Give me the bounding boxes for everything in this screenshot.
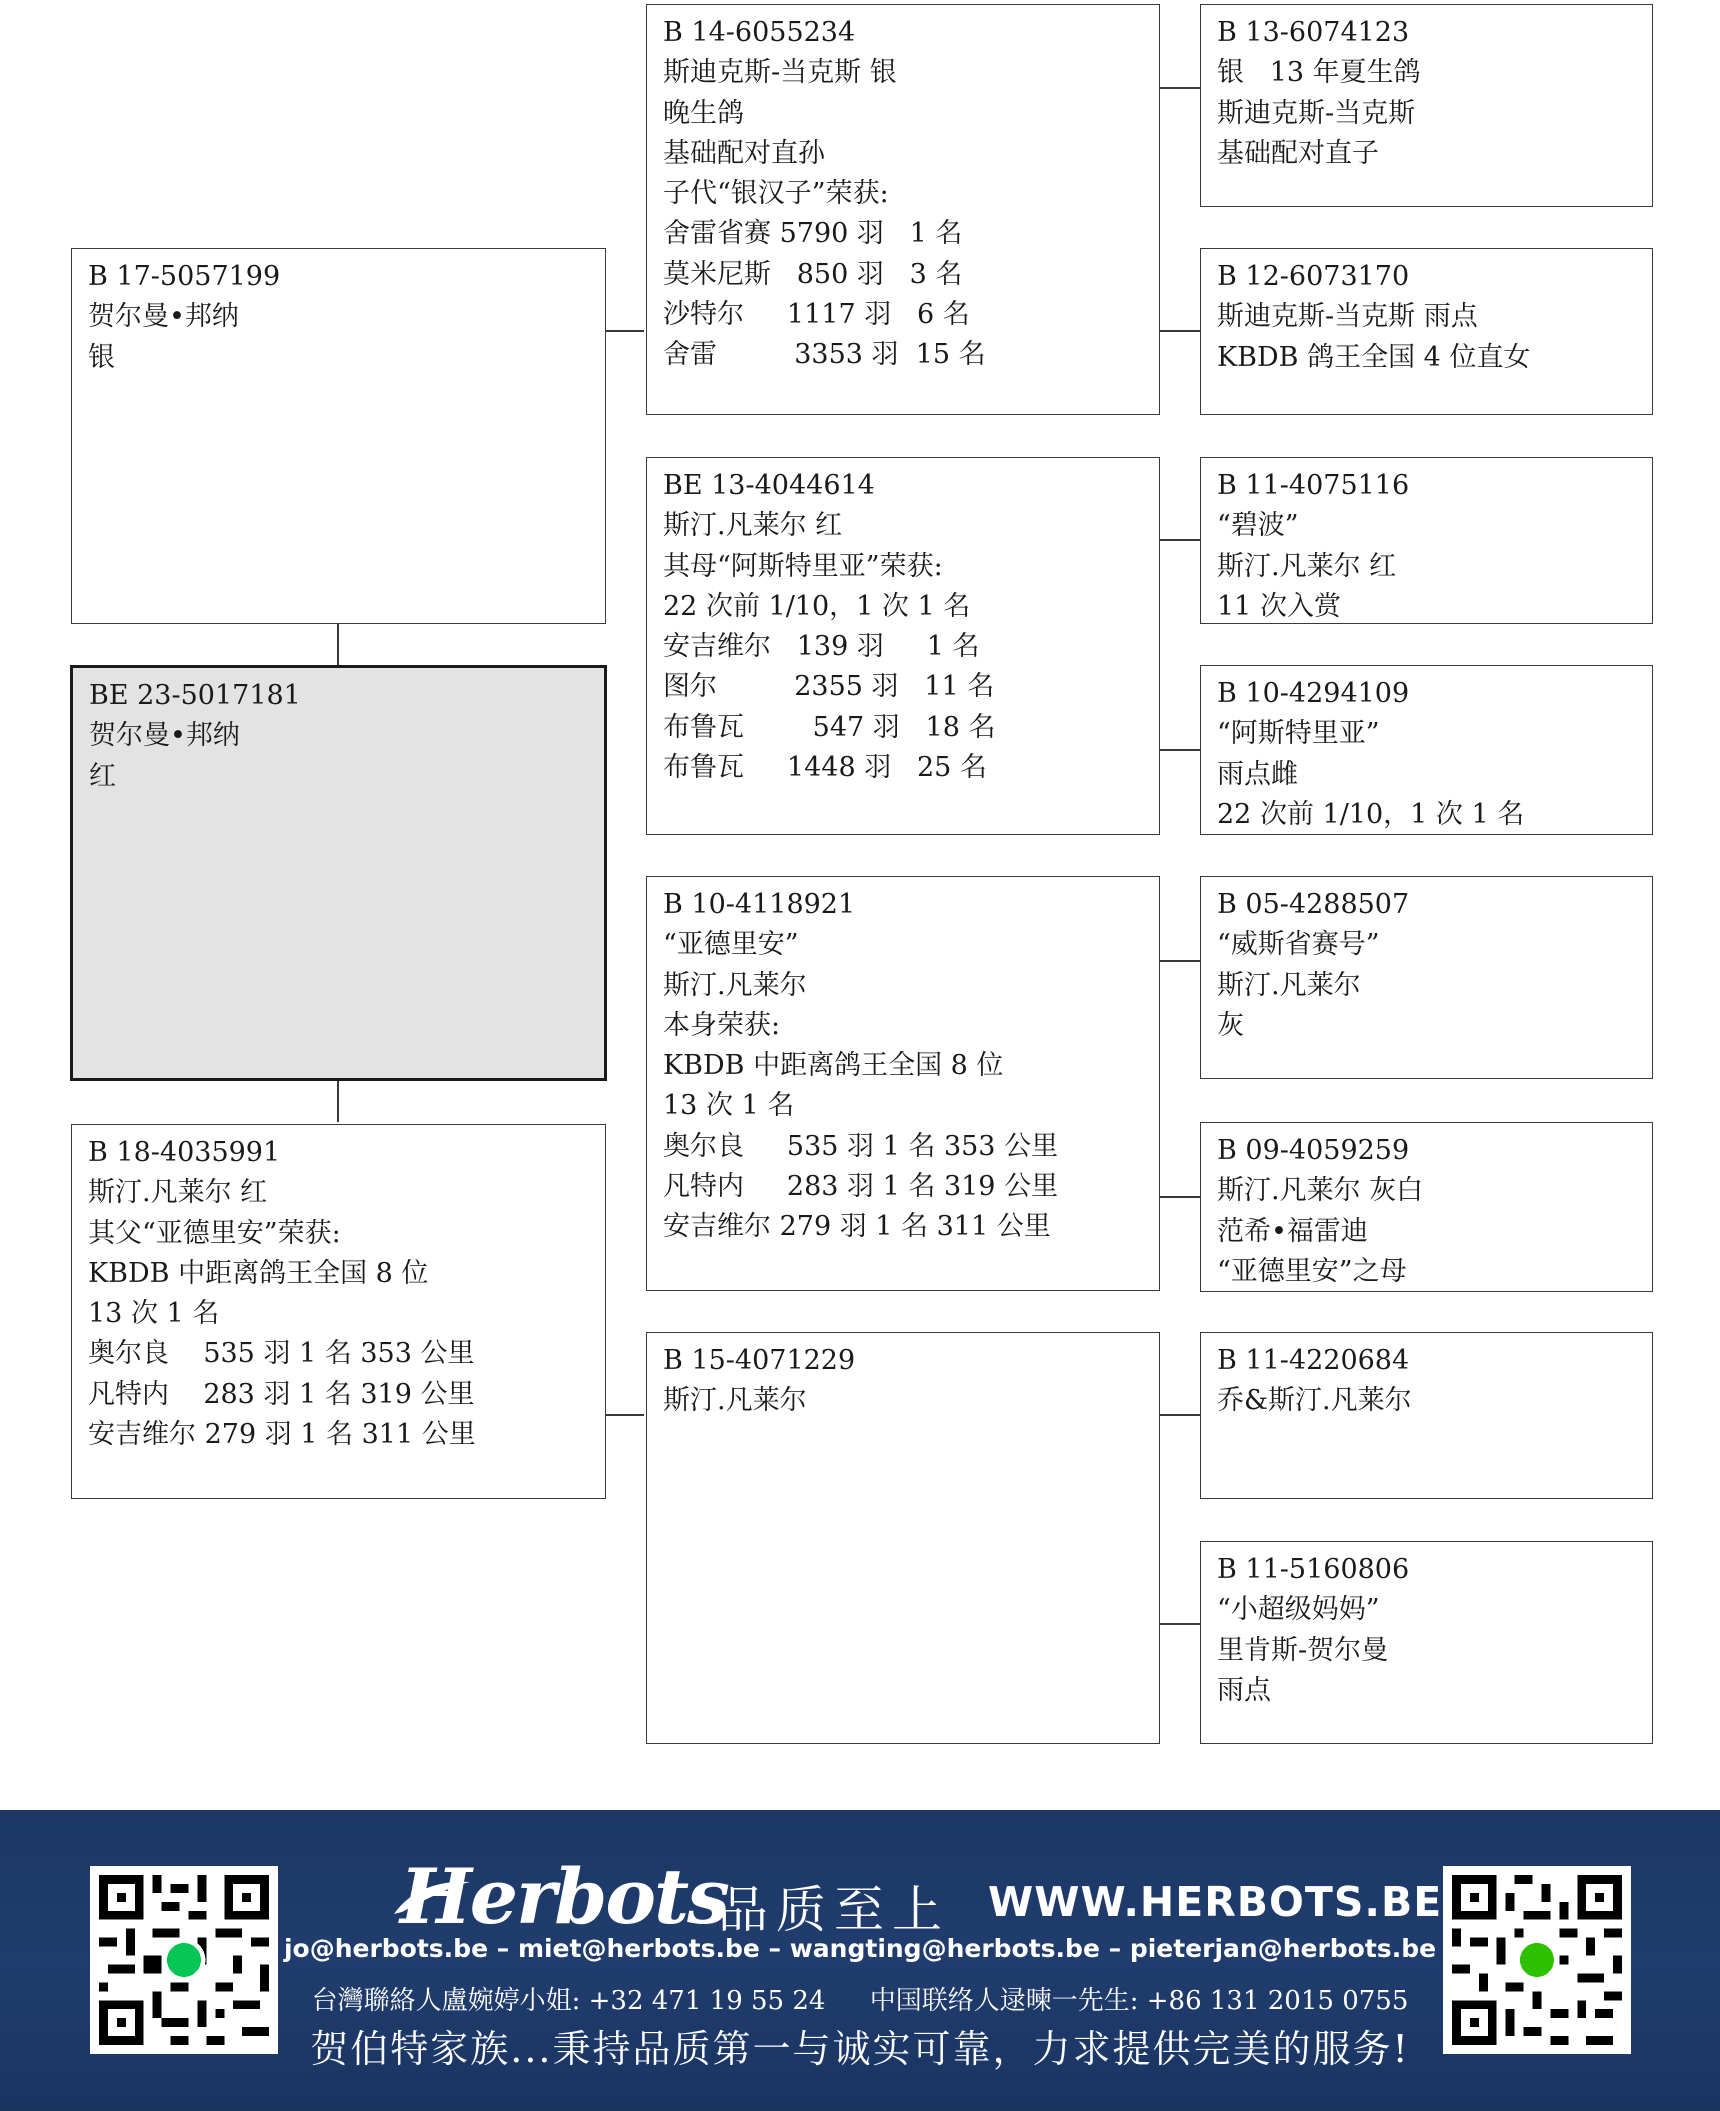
connector-gpmm-bottom: [1158, 1623, 1200, 1625]
ggp6-line-3: 范希•福雷迪: [1217, 1215, 1368, 1247]
gpfm-line-6: 图尔 2355 羽 11 名: [663, 671, 995, 703]
subject-ring: BE 23-5017181: [89, 680, 301, 711]
gpff-line-8: 沙特尔 1117 羽 6 名: [663, 299, 970, 331]
subject-box: [70, 665, 607, 1081]
connector-father-subject: [337, 624, 339, 666]
herbots-logo: Herbots: [400, 1852, 728, 1941]
gpmm-line-1: B 15-4071229: [663, 1345, 856, 1376]
gpff-line-4: 基础配对直孙: [663, 137, 825, 169]
ggp-box-1: [1200, 4, 1653, 207]
father-breeder: 贺尔曼•邦纳: [88, 301, 239, 333]
ggp-box-4: [1200, 665, 1653, 835]
brand-row: [400, 1848, 1443, 1941]
website-link[interactable]: WWW.HERBOTS.BE: [988, 1878, 1443, 1926]
wechat-app-icon: [1520, 1943, 1554, 1977]
gpmf-line-2: “亚德里安”: [663, 929, 799, 961]
footer-banner: [0, 1810, 1720, 2111]
ggp-box-2: [1200, 248, 1653, 415]
ggp7-line-1: B 11-4220684: [1217, 1345, 1410, 1376]
ggp8-line-1: B 11-5160806: [1217, 1554, 1410, 1585]
mother-box: [71, 1124, 606, 1499]
father-ring: B 17-5057199: [88, 261, 281, 292]
subject-color: 红: [89, 760, 116, 792]
gpff-line-7: 莫米尼斯 850 羽 3 名: [663, 258, 963, 290]
gpff-line-2: 斯迪克斯-当克斯 银: [663, 57, 897, 89]
mother-line-8: 安吉维尔 279 羽 1 名 311 公里: [88, 1419, 476, 1451]
gpmf-line-5: KBDB 中距离鸽王全国 8 位: [663, 1050, 1004, 1082]
mother-line-4: KBDB 中距离鸽王全国 8 位: [88, 1257, 429, 1289]
connector-father-stem: [604, 330, 644, 332]
ggp6-line-2: 斯汀.凡莱尔 灰白: [1217, 1175, 1424, 1207]
ggp2-line-3: KBDB 鸽王全国 4 位直女: [1217, 341, 1531, 373]
mother-line-6: 奥尔良 535 羽 1 名 353 公里: [88, 1338, 475, 1370]
granddam-maternal-box: [646, 1332, 1160, 1744]
ggp8-line-4: 雨点: [1217, 1674, 1271, 1706]
connector-gpff-bottom: [1158, 330, 1200, 332]
ggp-box-3: [1200, 457, 1653, 624]
gpmf-line-6: 13 次 1 名: [663, 1090, 795, 1122]
ggp4-line-4: 22 次前 1/10，1 次 1 名: [1217, 798, 1525, 830]
ggp-box-5: [1200, 876, 1653, 1079]
father-color: 银: [88, 341, 115, 373]
grandsire-maternal-box: [646, 876, 1160, 1291]
gpmf-line-8: 凡特内 283 羽 1 名 319 公里: [663, 1171, 1059, 1203]
gpfm-line-2: 斯汀.凡莱尔 红: [663, 510, 843, 542]
gpmf-line-3: 斯汀.凡莱尔: [663, 969, 807, 1001]
connector-gpfm-stem: [1158, 539, 1200, 541]
ggp5-line-3: 斯汀.凡莱尔: [1217, 969, 1361, 1001]
connector-gpfm-bottom: [1158, 749, 1200, 751]
connector-gpmf-bottom: [1158, 1196, 1200, 1198]
gpfm-line-7: 布鲁瓦 547 羽 18 名: [663, 711, 996, 743]
ggp1-line-2: 银 13 年夏生鸽: [1217, 57, 1421, 89]
gpff-line-1: B 14-6055234: [663, 17, 856, 48]
slogan: 贺伯特家族...秉持品质第一与诚实可靠，力求提供完美的服务!: [310, 2027, 1410, 2071]
ggp1-line-3: 斯迪克斯-当克斯: [1217, 97, 1416, 129]
ggp4-line-1: B 10-4294109: [1217, 678, 1410, 709]
gpfm-line-1: BE 13-4044614: [663, 470, 875, 501]
gpfm-line-4: 22 次前 1/10，1 次 1 名: [663, 590, 971, 622]
contact-taiwan: 台灣聯絡人盧婉婷小姐: +32 471 19 55 24: [311, 1986, 826, 2016]
ggp3-line-2: “碧波”: [1217, 510, 1299, 542]
ggp5-line-4: 灰: [1217, 1009, 1244, 1041]
mother-ring: B 18-4035991: [88, 1137, 281, 1168]
gpfm-line-3: 其母“阿斯特里亚”荣获:: [663, 550, 943, 582]
ggp1-line-4: 基础配对直子: [1217, 137, 1379, 169]
mother-breeder: 斯汀.凡莱尔 红: [88, 1177, 268, 1209]
ggp7-line-2: 乔&斯汀.凡莱尔: [1217, 1385, 1412, 1417]
gpmf-line-9: 安吉维尔 279 羽 1 名 311 公里: [663, 1211, 1051, 1243]
ggp1-line-1: B 13-6074123: [1217, 17, 1410, 48]
contact-china: 中国联络人逯暕一先生: +86 131 2015 0755: [869, 1986, 1409, 2016]
ggp6-line-4: “亚德里安”之母: [1217, 1255, 1407, 1287]
qr-code-right[interactable]: [1443, 1866, 1631, 2054]
ggp8-line-3: 里肯斯-贺尔曼: [1217, 1634, 1389, 1666]
gpfm-line-8: 布鲁瓦 1448 羽 25 名: [663, 752, 987, 784]
mother-line-3: 其父“亚德里安”荣获:: [88, 1217, 341, 1249]
ggp-box-7: [1200, 1332, 1653, 1499]
ggp2-line-1: B 12-6073170: [1217, 261, 1410, 292]
connector-gpff-stem: [1158, 87, 1200, 89]
gpmm-line-2: 斯汀.凡莱尔: [663, 1385, 807, 1417]
father-box: [71, 248, 606, 624]
ggp5-line-1: B 05-4288507: [1217, 889, 1410, 920]
tagline: 品质至上: [718, 1881, 950, 1939]
grandsire-paternal-box: [646, 4, 1160, 415]
gpff-line-6: 舍雷省赛 5790 羽 1 名: [663, 218, 963, 250]
gpmf-line-1: B 10-4118921: [663, 889, 856, 920]
mother-line-5: 13 次 1 名: [88, 1298, 220, 1330]
gpfm-line-5: 安吉维尔 139 羽 1 名: [663, 631, 980, 663]
connector-mother-stem: [604, 1414, 644, 1416]
ggp8-line-2: “小超级妈妈”: [1217, 1594, 1380, 1626]
ggp-box-6: [1200, 1122, 1653, 1292]
ggp4-line-3: 雨点雌: [1217, 758, 1298, 790]
gpff-line-3: 晚生鸽: [663, 97, 744, 129]
gpmf-line-7: 奥尔良 535 羽 1 名 353 公里: [663, 1130, 1059, 1162]
ggp3-line-3: 斯汀.凡莱尔 红: [1217, 550, 1397, 582]
subject-breeder: 贺尔曼•邦纳: [89, 720, 240, 752]
gpff-line-5: 子代“银汉子”荣获:: [663, 178, 889, 210]
ggp5-line-2: “威斯省赛号”: [1217, 929, 1380, 961]
ggp4-line-2: “阿斯特里亚”: [1217, 718, 1380, 750]
connector-subject-mother: [337, 1080, 339, 1122]
gpff-line-9: 舍雷 3353 羽 15 名: [663, 339, 986, 371]
ggp3-line-1: B 11-4075116: [1217, 470, 1410, 501]
gpmf-line-4: 本身荣获:: [663, 1009, 781, 1041]
email-list[interactable]: jo@herbots.be – miet@herbots.be – wangting@herbots.be – pieterjan@herbots.be: [283, 1934, 1437, 1963]
connector-gpmf-stem: [1158, 960, 1200, 962]
ggp2-line-2: 斯迪克斯-当克斯 雨点: [1217, 301, 1478, 333]
granddam-paternal-box: [646, 457, 1160, 835]
ggp-box-8: [1200, 1541, 1653, 1744]
ggp3-line-4: 11 次入赏: [1217, 590, 1341, 622]
ggp6-line-1: B 09-4059259: [1217, 1135, 1410, 1166]
connector-gpmm-stem: [1158, 1414, 1200, 1416]
mother-line-7: 凡特内 283 羽 1 名 319 公里: [88, 1378, 475, 1410]
